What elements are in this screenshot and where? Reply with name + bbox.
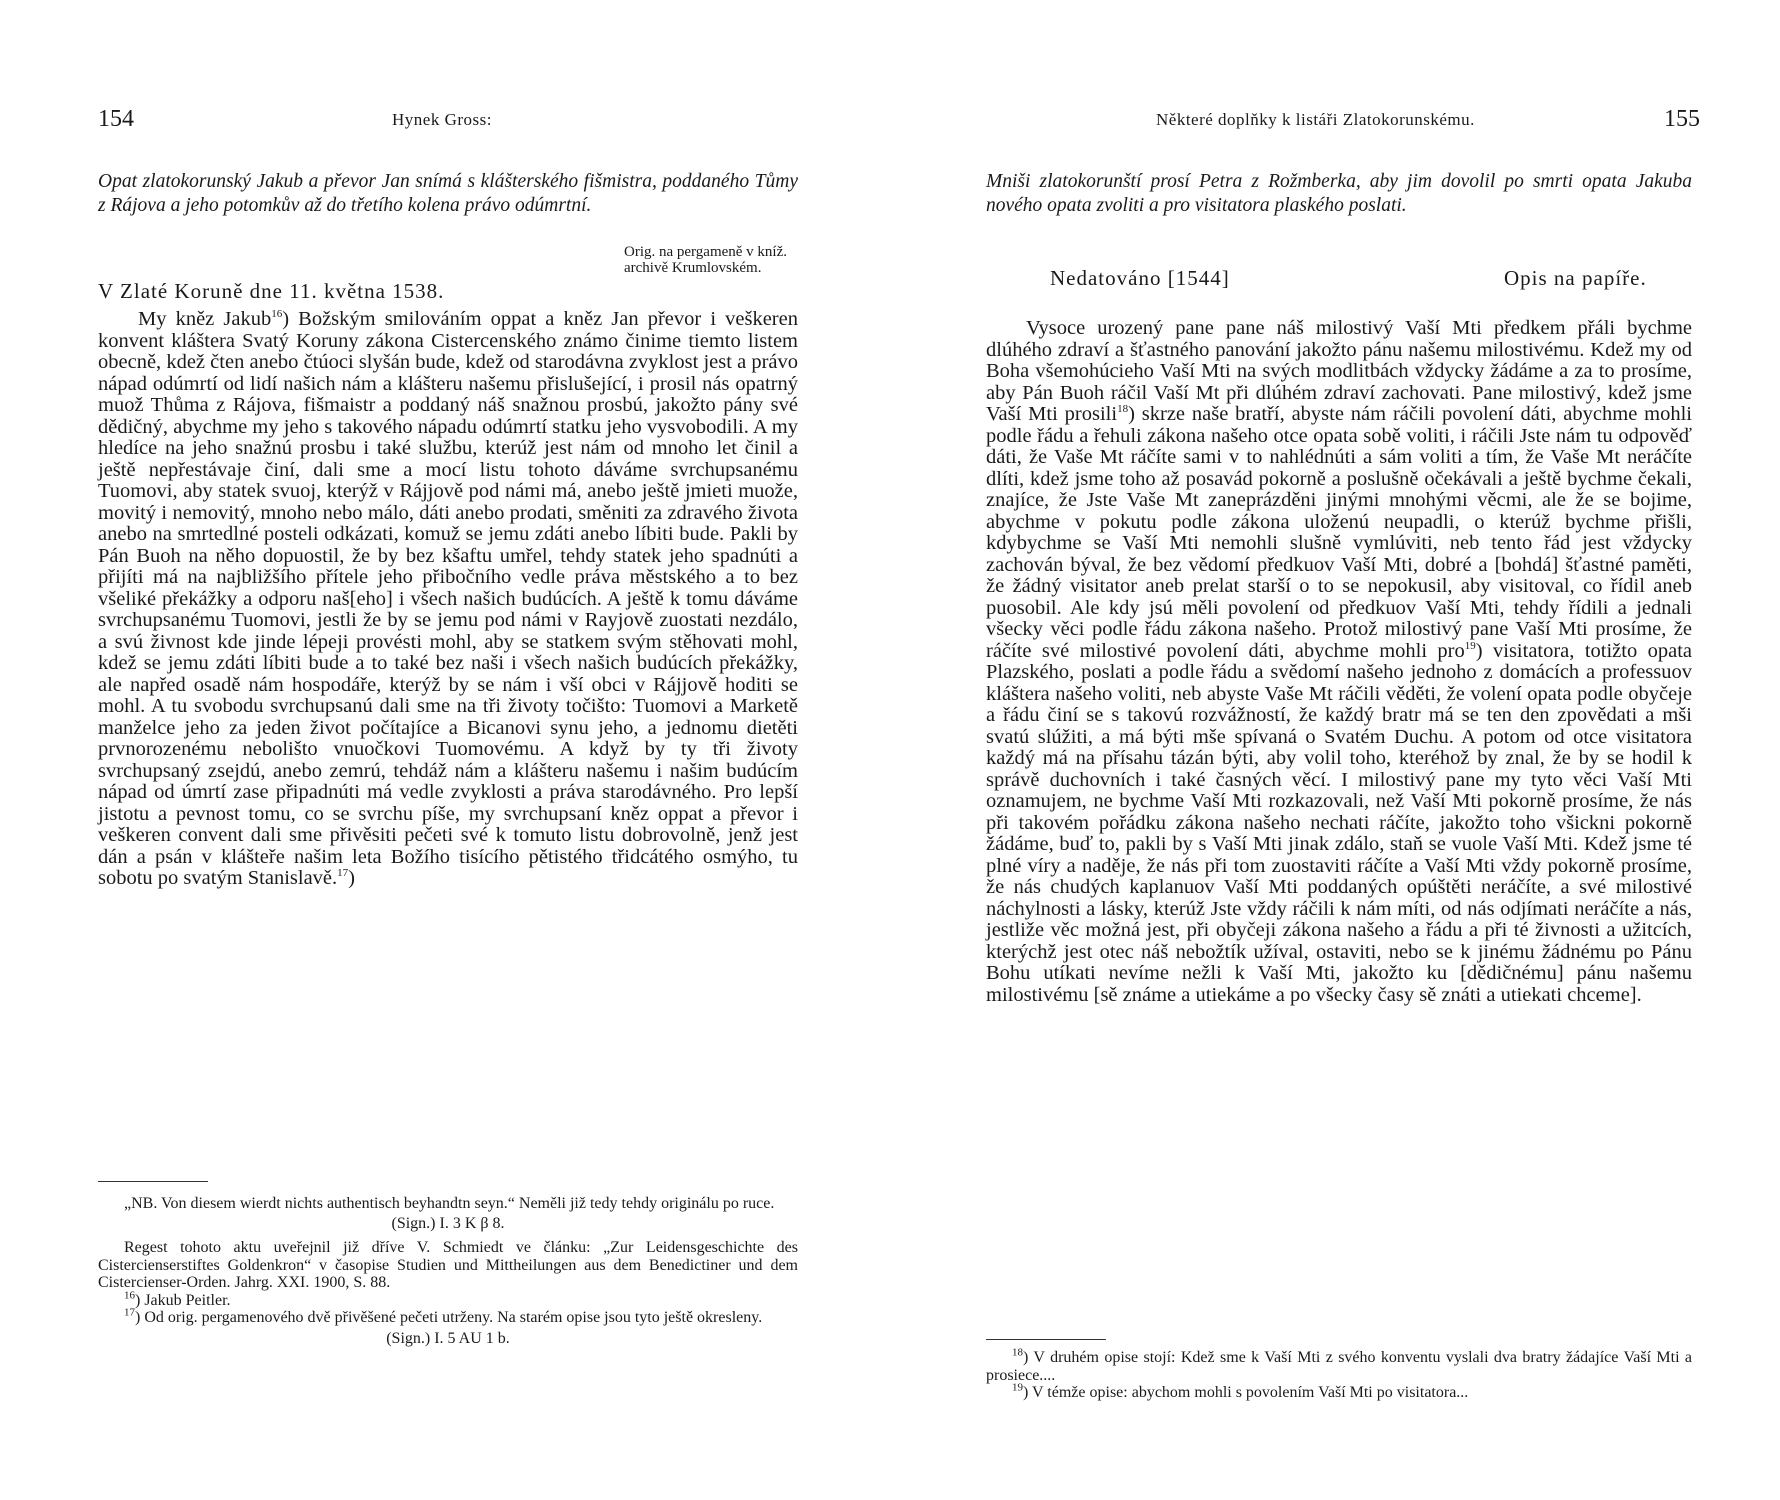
footnote-18: ) V druhém opise stojí: Kdež sme k Vaší Mti z svého konventu vyslali dva bratry žádajíce Vaší Mti a prosiece.... <box>986 1349 1692 1384</box>
signature-2: (Sign.) I. 5 AU 1 b. <box>386 1329 510 1347</box>
letter-text <box>986 318 1692 1006</box>
body-end: ) visitatora, totižto opata Plazského, poslati a podle řádu a svědomí našeho jednoho z domácích a professuov kláštera našeho voliti, neb abyste Vaše Mt ráčili věděti, že volení opata podle obyčeje a řádu činí se s takovú rozvážností, že každý bratr má se ten den zpovědati a mši svatú slúžiti, a má býti mše spívaná o Svatém Duchu. A potom od otce visitatora každý má na přísahu tázán býti, aby volil toho, kteréhož by znal, že by se hodil k správě duchovních i také časných věcí. I milostivý pane my tyto věci Vaší Mti oznamujem, ne bychme Vaší Mti rozkazovali, než Vaší Mti pokorně prosíme, že nás při takovém pořádku zákona našeho nechati ráčíte, jakožto toho všickni pokorně žádáme, buď to, pakli by s Vaší Mti jinak zdálo, staň se vuole Vaší Mti. Kdež jsme té plné víry a naděje, že nás při tom zuostaviti ráčíte a Vaší Mti vždy pokorně prosíme, že nás chudých kaplanuov Vaší Mti poddaných opúštěti neráčíte, a své milostivé náchylnosti a lásky, kterúž Jste vždy ráčili k nám míti, od nás odjímati neráčíte a nás, jestliže věc možná jest, při obyčeji zákona našeho a řádu a při té živnosti a užitcích, kterýchž jest otec náš nebožtík užíval, ostaviti, nebo se k jinému žádnému po Pánu Bohu utíkati nevíme nežli k Vaší Mti, jakožto ku [dědičnému] pánu našemu milostivému [sě známe a utiekáme a po všecky časy sě znáti a utiekati chceme]. <box>986 639 1692 1006</box>
footnote-ref-16: 16 <box>271 308 283 321</box>
footnote-rule <box>986 1339 1106 1340</box>
body-middle: ) skrze naše bratří, abyste nám ráčili povolení dáti, abychme mohli podle řádu a řehuli zákona našeho otce opata sobě voliti, i ráčili Jste nám tu odpověď dáti, že Vaše Mt ráčíte sami v to nahlédnúti a sám voliti a tím, že Vaše Mt neráčíte dlíti, kdež jsme toho až posavád pokorně a poslušně očekávali a ještě bychme čekali, znajíce, že Jste Vaše Mt zaneprázděni jinými mnohými věcmi, ale že se bojime, abychme v pokutu podle zákona uloženú neupadli, o kterúž bychme přišli, kdybychme se Vaší Mti nemohli slušně vymlúviti, neb tento řád jest vždycky zachován býval, že bez vědomí předkuov Vaší Mti, dobré a [bohdá] šťastné paměti, že žádný visitator aneb prelat starší o to se nepokusil, aby visitoval, co řídil aneb puosobil. Ale kdy jsú měli povolení od předkuov Vaší Mti, tehdy řídili a jednali všecky věci podle řádu zákona našeho. Protož milostivý pane Vaší Mti prosíme, že ráčíte své milostivé povolení dáti, abychme mohli pro <box>986 403 1692 662</box>
copy-note: Opis na papíře. <box>1504 266 1647 290</box>
body-start: Vysoce urozený pane pane náš milostivý Vaší Mti předkem přáli bychme dlúhého zdraví a šťastného panování jakožto pánu našemu milostivému. Kdež my od Boha všemohúcieho Vaší Mti na svých modlitbách vždycky žádáme a za to prosíme, aby Pán Buoh ráčil Vaší Mt při dlúhém zdraví zachovati. Pane milostivý, kdež jsme Vaší Mti prosili <box>986 317 1692 425</box>
left-running-head <box>0 106 890 136</box>
body-main: ) Božským smilováním oppat a kněz Jan převor i veškeren konvent kláštera Svatý Koruny zákona Cistercenského známo činime tiemto listem obecně, kdež čten anebo čtúoci slyšán bude, kdež od starodávna zvyklost jest a právo nápad odúmrtí od lidí našich nám a klášteru našemu přislušející, i prosil nás opatrný muož Thůma z Rájova, fišmaistr a poddaný náš snažnou prosbú, jakožto pány své dědičný, abychme my jeho s takového nápadu odúmrtí statku jeho vysvobodili. A my hledíce na jeho snažnú prosbu i také službu, kterúž jest nám od mnoho let činil a ještě nepřestávaje činí, dali sme a mocí listu tohoto dáváme svrchupsanému Tuomovi, aby statek svuoj, kterýž v Rájjově pod námi má, anebo ještě jmieti muože, movitý i nemovitý, mnoho nebo málo, dáti anebo prodati, směniti za zdravého života anebo na smrtedlné posteli odkázati, komuž se jemu zdáti anebo líbiti bude. Pakli by Pán Buoh na něho dopuostil, že by bez kšaftu umřel, tehdy statek jeho spadnúti a přijíti má na najbližšího přítele jeho přibočního vedle práva městského a to bez všeliké překážky a odporu naš[eho] i všech našich budúcích. A ještě k tomu dáváme svrchupsanému Tuomovi, jestli že by se jemu pod námi v Rayjově zuostati nezdálo, a svú živnost kde jinde lépeji provésti mohl, aby se statkem svým stěhovati mohl, kdež se jemu zdáti líbiti bude a to také bez naši i všech našich budúcích překážky, ale napřed osadě nám hospodáře, kterýž by se nám i vší obci v Rájjově hoditi se mohl. A tu svobodu svrchupsanú dali sme na tři životy točišto: Tuomovi a Marketě manželce jeho za jeden život počítajíce a Bicanovi synu jeho, a jednomu dietěti prvnorozenému nebolišto vnuočkovi Tuomovému. A když by ty tři životy svrchupsaný zsejdú, anebo zemrú, tehdáž nám a klášteru našemu i našim budúcím nápad od úmrtí zase připadnúti má vedle zvyklosti a práva starodávného. Pro lepší jistotu a pevnost tomu, co se svrchu píše, my svrchupsaní kněz oppat a převor i veškeren convent dali sme přivěsiti pečeti své k tomuto listu dobrovolně, jenž jest dán a psán v klášteře našim leta Božího tisícího pětistého třidcátého osmýho, tu sobotu po svatým Stanislavě. <box>98 308 798 889</box>
footnote-ref-18: 18 <box>1117 403 1129 416</box>
footnote-17: ) Od orig. pergamenového dvě přivěšené pečeti utrženy. Na starém opise jsou tyto ještě okresleny. <box>135 1309 763 1326</box>
signature-1: (Sign.) I. 3 K β 8. <box>391 1214 505 1232</box>
footnote-mark-19: 19 <box>1012 1381 1023 1394</box>
origin-note: Orig. na pergameně v kníž. archivě Krumlovském. <box>624 244 788 276</box>
footnote-rule <box>98 1181 208 1182</box>
date-undated: Nedatováno [1544] <box>1050 266 1230 290</box>
running-title: Hynek Gross: <box>392 110 492 129</box>
page-number: 154 <box>98 106 134 132</box>
page-number: 155 <box>1664 106 1700 132</box>
footnote-mark-18: 18 <box>1012 1346 1023 1359</box>
footnote-ref-17: 17 <box>337 867 349 880</box>
footnote-mark-17: 17 <box>124 1306 135 1319</box>
body-end: ) <box>348 867 355 889</box>
right-running-head <box>890 106 1780 136</box>
document-heading: Opat zlatokorunský Jakub a převor Jan snímá s klášterského fišmistra, poddaného Tůmy z Rájova a jeho potomkův až do třetího kolena právo odúmrtní. <box>98 171 798 216</box>
footnote-ref-19: 19 <box>1464 639 1476 652</box>
running-title: Některé doplňky k listáři Zlatokorunskému. <box>1156 110 1475 129</box>
dateline: V Zlaté Koruně dne 11. května 1538. <box>98 279 445 303</box>
right-page <box>890 0 1780 1500</box>
footnote-16: ) Jakub Peitler. <box>135 1291 231 1309</box>
footnote-19: ) V témže opise: abychom mohli s povolením Vaší Mti po visitatora... <box>1023 1384 1469 1401</box>
footnote-mark-16: 16 <box>124 1289 135 1302</box>
document-heading: Mniši zlatokorunští prosí Petra z Rožmberka, aby jim dovolil po smrti opata Jakuba nového opata zvoliti a pro visitatora plaského poslati. <box>986 171 1692 216</box>
charter-text <box>98 309 798 890</box>
footnotes <box>98 1195 798 1347</box>
regest-note: Regest tohoto aktu uveřejnil již dříve V. Schmiedt ve článku: „Zur Leidensgeschichte des Cistercienserstiftes Goldenkron“ v časopise Studien und Mittheilungen aus dem Benedictiner und dem Cistercienser-Orden. Jahrg. XXI. 1900, S. 88. <box>98 1239 798 1291</box>
note-nb: „NB. Von diesem wierdt nichts authentisch beyhandtn seyn.“ Neměli již tedy tehdy originálu po ruce. <box>124 1195 775 1212</box>
footnotes <box>986 1346 1692 1402</box>
body-start: My kněz Jakub <box>138 308 272 330</box>
